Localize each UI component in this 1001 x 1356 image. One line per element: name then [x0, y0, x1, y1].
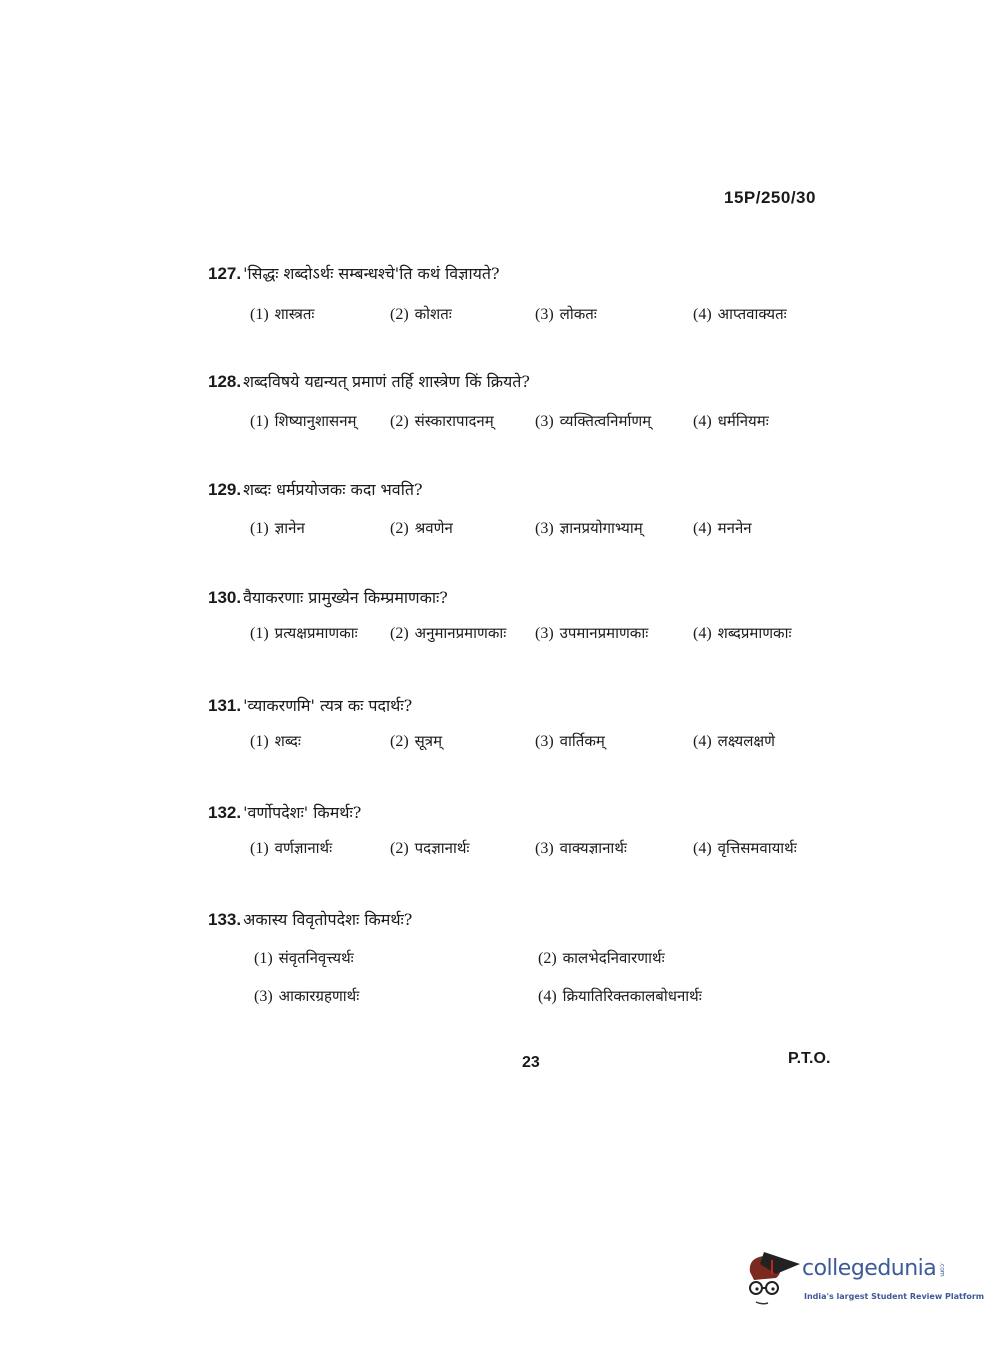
page-number: 23 — [522, 1054, 540, 1071]
option-2 — [390, 838, 535, 858]
option-4 — [693, 623, 804, 643]
option-2 — [390, 623, 535, 643]
option-text: मननेन — [717, 519, 752, 537]
option-number: (1) — [250, 625, 269, 642]
option-text: शब्दप्रमाणकाः — [717, 624, 792, 642]
options-row — [250, 731, 890, 751]
question-text: शब्दविषये यद्यन्यत् प्रमाणं तर्हि शास्त्रेण किं क्रियते? — [243, 372, 530, 391]
option-text: संस्कारापादनम् — [414, 412, 494, 430]
option-text: वार्तिकम् — [559, 732, 605, 750]
option-number: (1) — [250, 733, 269, 750]
option-number: (4) — [693, 840, 712, 857]
option-number: (3) — [535, 306, 554, 323]
option-3 — [254, 986, 538, 1006]
option-number: (3) — [535, 413, 554, 430]
brand-tagline: India's largest Student Review Platform — [804, 1292, 985, 1301]
question-132 — [208, 801, 361, 823]
option-number: (2) — [390, 625, 409, 642]
option-number: (1) — [250, 413, 269, 430]
option-3 — [535, 518, 693, 538]
option-3 — [535, 411, 693, 431]
option-number: (4) — [693, 625, 712, 642]
option-4 — [693, 411, 781, 431]
option-text: शिष्यानुशासनम् — [274, 412, 357, 430]
option-text: व्यक्तित्वनिर्माणम् — [559, 412, 652, 430]
option-2 — [538, 948, 822, 968]
options-row — [254, 948, 894, 1006]
question-133 — [208, 908, 412, 930]
option-number: (2) — [390, 520, 409, 537]
option-text: वृत्तिसमवायार्थः — [717, 839, 797, 857]
option-text: धर्मनियमः — [717, 412, 769, 430]
option-number: (1) — [250, 520, 269, 537]
options-row — [250, 411, 890, 431]
question-text: वैयाकरणाः प्रामुख्येन किम्प्रमाणकाः? — [243, 588, 448, 607]
option-number: (4) — [693, 520, 712, 537]
option-text: आप्तवाक्यतः — [717, 305, 787, 323]
paper-code: 15P/250/30 — [724, 188, 816, 207]
option-number: (3) — [254, 988, 273, 1005]
option-number: (3) — [535, 733, 554, 750]
option-text: प्रत्यक्षप्रमाणकाः — [274, 624, 358, 642]
option-2 — [390, 731, 535, 751]
option-text: संवृतनिवृत्त्यर्थः — [278, 949, 354, 967]
option-text: लोकतः — [559, 305, 597, 323]
option-text: कोशतः — [414, 305, 452, 323]
option-text: शब्दः — [274, 732, 301, 750]
option-4 — [693, 731, 787, 751]
options-row — [250, 518, 890, 538]
option-number: (2) — [390, 733, 409, 750]
option-number: (1) — [250, 306, 269, 323]
question-text: अकास्य विवृतोपदेशः किमर्थः? — [243, 910, 413, 929]
option-text: सूत्रम् — [414, 732, 443, 750]
option-text: क्रियातिरिक्तकालबोधनार्थः — [562, 987, 702, 1005]
brand-name: collegedunia — [802, 1256, 937, 1281]
option-1 — [250, 304, 390, 324]
collegedunia-watermark — [742, 1250, 992, 1312]
option-1 — [250, 411, 390, 431]
option-3 — [535, 731, 693, 751]
options-row — [250, 304, 890, 324]
option-number: (1) — [254, 950, 273, 967]
question-text: 'व्याकरणमि' त्यत्र कः पदार्थः? — [243, 696, 413, 715]
option-text: आकारग्रहणार्थः — [278, 987, 360, 1005]
option-number: (1) — [250, 840, 269, 857]
option-text: शास्त्रतः — [274, 305, 315, 323]
question-number: 130. — [208, 588, 242, 607]
option-text: लक्ष्यलक्षणे — [717, 732, 775, 750]
option-number: (3) — [535, 520, 554, 537]
option-3 — [535, 838, 693, 858]
option-text: ज्ञानप्रयोगाभ्याम् — [559, 519, 643, 537]
option-1 — [250, 518, 390, 538]
option-text: वर्णज्ञानार्थः — [274, 839, 333, 857]
option-4 — [693, 838, 809, 858]
question-128 — [208, 370, 530, 392]
question-text: शब्दः धर्मप्रयोजकः कदा भवति? — [243, 480, 423, 499]
option-number: (3) — [535, 625, 554, 642]
option-number: (4) — [693, 733, 712, 750]
question-130 — [208, 586, 448, 608]
option-text: वाक्यज्ञानार्थः — [559, 839, 627, 857]
question-text: 'सिद्धः शब्दोऽर्थः सम्बन्धश्चे'ति कथं विज्ञायते? — [243, 264, 500, 283]
question-127 — [208, 262, 500, 284]
brand-domain: .com — [938, 1262, 946, 1277]
question-number: 127. — [208, 264, 242, 283]
option-text: ज्ञानेन — [274, 519, 305, 537]
option-3 — [535, 623, 693, 643]
pto-label: P.T.O. — [788, 1050, 831, 1067]
question-129 — [208, 478, 423, 500]
options-row — [250, 623, 890, 643]
option-text: पदज्ञानार्थः — [414, 839, 470, 857]
option-2 — [390, 304, 535, 324]
option-2 — [390, 518, 535, 538]
mascot-logo-icon — [742, 1250, 802, 1312]
option-text: कालभेदनिवारणार्थः — [562, 949, 665, 967]
question-131 — [208, 694, 412, 716]
question-text: 'वर्णोपदेशः' किमर्थः? — [243, 803, 362, 822]
question-number: 133. — [208, 910, 242, 929]
option-number: (4) — [693, 413, 712, 430]
question-number: 132. — [208, 803, 242, 822]
option-number: (2) — [390, 306, 409, 323]
question-number: 129. — [208, 480, 242, 499]
option-number: (2) — [390, 840, 409, 857]
option-1 — [250, 623, 390, 643]
options-row — [250, 838, 890, 858]
option-4 — [693, 518, 764, 538]
option-1 — [250, 731, 390, 751]
option-1 — [250, 838, 390, 858]
option-number: (4) — [693, 306, 712, 323]
option-number: (2) — [390, 413, 409, 430]
question-number: 128. — [208, 372, 242, 391]
question-number: 131. — [208, 696, 242, 715]
option-number: (4) — [538, 988, 557, 1005]
option-4 — [693, 304, 799, 324]
option-4 — [538, 986, 822, 1006]
brand-line — [802, 1256, 945, 1281]
option-number: (2) — [538, 950, 557, 967]
option-text: अनुमानप्रमाणकाः — [414, 624, 507, 642]
option-2 — [390, 411, 535, 431]
option-3 — [535, 304, 693, 324]
option-text: उपमानप्रमाणकाः — [559, 624, 649, 642]
option-number: (3) — [535, 840, 554, 857]
option-text: श्रवणेन — [414, 519, 453, 537]
option-1 — [254, 948, 538, 968]
